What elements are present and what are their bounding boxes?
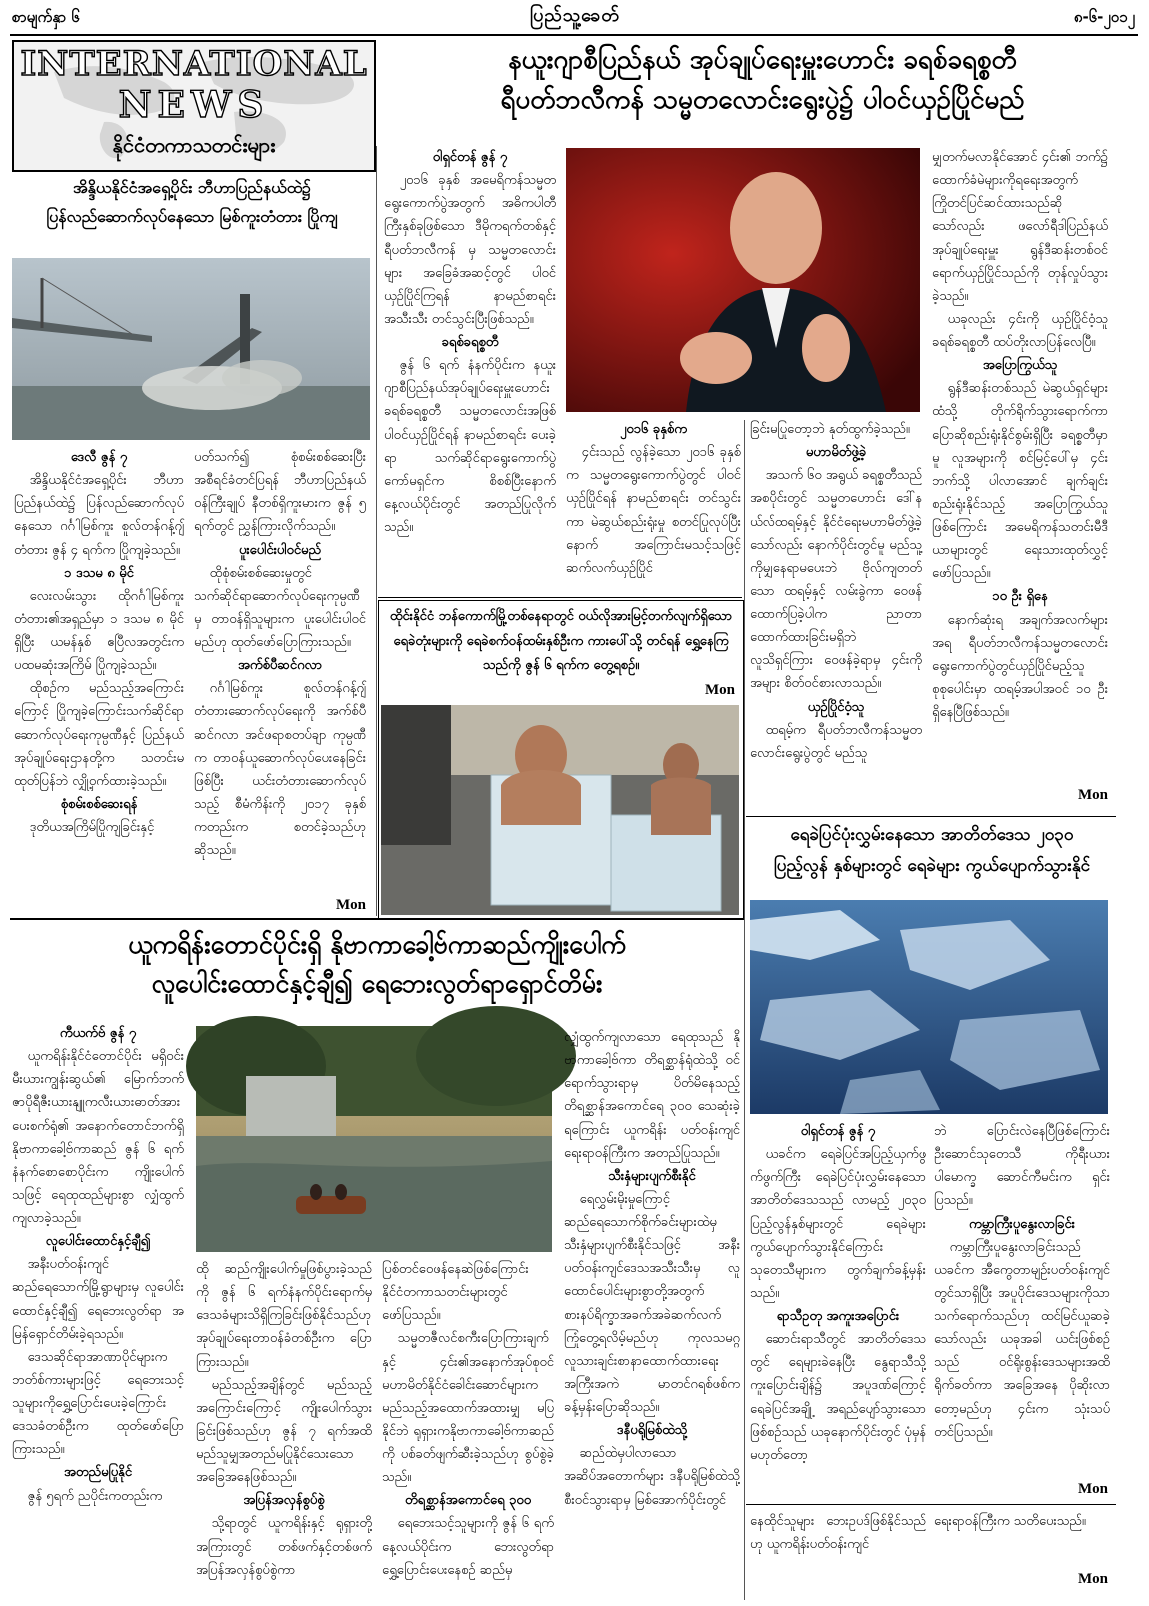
column-divider: [744, 420, 745, 1600]
paragraph: ထရမ့်က ရီပတ်ဘလီကန်သမ္မတလောင်းရွေးပွဲတွင် မည်သူ: [750, 722, 922, 761]
subheading: ရာသီဥတု အကူးအပြောင်း: [776, 1309, 900, 1324]
arctic-headline: [748, 820, 1116, 883]
arctic-ice-graphic: [750, 900, 1108, 1114]
speaker-photo-graphic: [566, 148, 920, 412]
arctic-column-1: [750, 1120, 926, 1505]
subheading: လူပေါင်းထောင်နှင့်ချီ၍: [45, 1234, 151, 1250]
subheading: ခရစ်ခရစ္စတီ: [441, 335, 499, 350]
banner-title-news: NEWS: [118, 84, 270, 126]
flood-photo: [196, 1026, 552, 1252]
subheading: တိရစ္ဆာန်အကောင်ရေ ၃၀၀: [404, 1493, 532, 1509]
paragraph: ရွန်ဒီဆန်းတစ်သည် မဲဆွယ်ရှင်များထံသို့ တိုက်ရိုက်သွားရောက်ကာ ပြောဆိုစည်းရုံးနိုင်စွမ်းရှိပြီး ခရစ္စတီမှာမူ လူအများကို စင်မြင့်ပေါ်မှ ၄င်းဘက်သို့ ပါလာအောင် ချက်ချင်းစည်းရုံးနိုင်သည့် အပြောကြွယ်သူဖြစ်ကြောင်း အမေရိကန်သတင်းမီဒီယာများတွင် ရေးသားထုတ်လွှင့်ဖော်ပြသည်။: [932, 381, 1108, 582]
subheading: အက်စ်ပီဆင်ဂလာ: [237, 658, 323, 674]
india-top-rule: [12, 170, 372, 171]
india-headline-line1: အိန္ဒိယနိုင်ငံအရှေ့ပိုင်း ဘီဟာပြည်နယ်ထဲ၌: [72, 178, 312, 197]
paragraph: အိန္ဒိယနိုင်ငံအရှေ့ပိုင်း ဘီဟာပြည်နယ်ထဲ၌ ပြန်လည်ဆောက်လုပ်နေသော ဂင်္ဂါမြစ်ကူး စူလ်တန်ဂန့်ဂျ်တံတား ဇွန် ၄ ရက်က ပြိုကျခဲ့သည်။: [14, 473, 184, 558]
banner-title-myanmar: နိုင်ငံတကာသတင်းများ: [112, 133, 276, 157]
arctic-column-2: [934, 1120, 1110, 1475]
paragraph: ရေဘေးသင့်သူများကို ဇွန် ၆ ရက်နေ့လယ်ပိုင်းက ဘေးလွတ်ရာရွှေ့ပြောင်းပေးနေစဉ် ဆည်မှ: [382, 1516, 554, 1578]
ukraine-signature: Mon: [1078, 1571, 1108, 1587]
paragraph: ဇွန် ၅ရက် ညပိုင်းကတည်းက: [27, 1488, 163, 1504]
paragraph: ပတ်သက်၍ စုံစမ်းစစ်ဆေးပြီး အစီရင်ခံတင်ပြရန် ဘီဟာပြည်နယ် ဝန်ကြီးချုပ် နီတစ်ရှိကူးမားက ဇွန် ၅ ရက်တွင် ညွှန်ကြားလိုက်သည်။: [194, 450, 366, 535]
subheading: ၁၀ ဦး ရှိနေ: [992, 589, 1048, 605]
section-banner: [12, 40, 376, 172]
india-column-1: [14, 446, 184, 916]
masthead: [0, 0, 1149, 36]
dateline: ဝါရှင်တန် ဇွန် ၇: [432, 150, 508, 165]
ukraine-headline-line2: လူပေါင်းထောင်နှင့်ချီ၍ ရေဘေးလွတ်ရာရှောင်တိမ်း: [151, 968, 603, 998]
ukraine-headline: [12, 926, 742, 1004]
lead-signature: Mon: [1078, 787, 1108, 803]
dateline: ဝါရှင်တန် ဇွန် ၇: [800, 1124, 876, 1139]
subheading: မဟာမိတ်ဖွဲ့ခဲ့: [805, 445, 867, 461]
paragraph: ဒုတိယအကြိမ်ပြိုကျခြင်းနှင့်: [29, 820, 155, 835]
subheading: အပြောကြွယ်သူ: [982, 358, 1058, 374]
subheading: ပူးပေါင်းပါဝင်မည်: [238, 542, 322, 558]
subheading: ကမ္ဘာကြီးပူနွေးလာခြင်း: [969, 1216, 1075, 1232]
paragraph: ဂင်္ဂါမြစ်ကူး စူလ်တန်ဂန့်ဂျ်တံတားဆောက်လုပ်ရေးကို အက်စ်ပီဆင်ဂလာ အင်ဖရာစတပ်ချာ ကုမ္ပဏီက တာဝန်ယူဆောက်လုပ်ပေးနေခြင်းဖြစ်ပြီး ယင်းတံတားဆောက်လုပ်သည့် စီမံကိန်းကို ၂၀၁၇ ခုနှစ်ကတည်းက စတင်ခဲ့သည်ဟု ဆိုသည်။: [194, 681, 366, 859]
column-divider: [376, 146, 377, 916]
paragraph: နောက်ဆုံးရ အချက်အလက်များအရ ရီပတ်ဘလီကန်သမ္မတလောင်း ရွေးကောက်ပွဲတွင်ယှဉ်ပြိုင်မည့်သူ စုစုပေါင်းမှာ ထရမ့်အပါအဝင် ၁၀ ဦး ရှိနေပြီဖြစ်သည်။: [932, 612, 1108, 720]
ukraine-headline-line1: ယူကရိန်းတောင်ပိုင်းရှိ နိုဗာကာခေါ့ဗ်ကာဆည်ကျိုးပေါက်: [128, 930, 626, 959]
paragraph: သို့ရာတွင် ယူကရိန်းနှင့် ရုရှားတို့အကြားတွင် တစ်ဖက်နှင့်တစ်ဖက် အပြန်အလှန်စွပ်စွဲကာ: [196, 1516, 372, 1578]
paragraph: အနီးပတ်ဝန်းကျင် ဆည်ရေသောက်မြို့ရွာများမှ လူပေါင်းထောင်နှင့်ချီ၍ ရေဘေးလွတ်ရာ အမြန်ရှောင်တိမ်းခဲ့ရသည်။: [12, 1257, 184, 1342]
paragraph: ထိုစဉ်က မည်သည့်အကြောင်းကြောင့် ပြိုကျခဲ့ကြောင်းသက်ဆိုင်ရာဆောက်လုပ်ရေးကုမ္ပဏီနှင့် ပြည်နယ်အုပ်ချုပ်ရေးဌာနတို့က သတင်းမထုတ်ပြန်ဘဲ လျှို့ဝှက်ထားခဲ့သည်။: [14, 681, 184, 789]
paragraph: မျှတက်မလာနိုင်အောင် ၄င်း၏ ဘက်၌ ထောက်ခံမဲများကိုရရေးအတွက် ကြိုတင်ပြင်ဆင်ထားသည်ဆိုသော်လည်း ဖလော်ရီဒါပြည်နယ် အုပ်ချုပ်ရေးမှူး ရွန်ဒီဆန်းတစ်ဝင်ရောက်ယှဉ်ပြိုင်သည်ကို တုန်လှုပ်သွားခဲ့သည်။: [932, 150, 1108, 304]
subheading: ၁ ဒသမ ၈ မိုင်: [64, 565, 134, 581]
speaker-photo: [566, 148, 920, 412]
subheading: ၂၀၁၆ ခုနှစ်က: [620, 422, 687, 437]
paragraph: ယူကရိန်းနိုင်ငံတောင်ပိုင်း မရှိဝင်းမီးယားကျွန်းဆွယ်၏ မြောက်ဘက် ဇာပိုရီဇီးယားနျူကလီးယားဓာတ်အားပေးစက်ရုံ၏ အနောက်တောင်ဘက်ရှိ နိုဗာကာခေါ့ဗ်ကာဆည် ဇွန် ၆ ရက် နံနက်စောစောပိုင်းက ကျိုးပေါက်သဖြင့် ရေထုထည်များစွာ လျှံထွက်ကျလာခဲ့သည်။: [12, 1049, 184, 1226]
paragraph: ထို ဆည်ကျိုးပေါက်မှုဖြစ်ပွားခဲ့သည်ကို ဇွန် ၆ ရက်နံနက်ပိုင်းရောက်မှ ဒေသခံများသိရှိကြခြင်းဖြစ်နိုင်သည်ဟု အုပ်ချုပ်ရေးတာဝန်ခံတစ်ဦးက ပြောကြားသည်။: [196, 1262, 372, 1370]
paragraph: ဆည်ထဲမှပါလာသော အဆိပ်အတောက်များ ဒနီပရိုမြစ်ထဲသို့ စီးဝင်သွားရာမှ မြစ်အောက်ပိုင်းတွင်: [564, 1446, 740, 1508]
bridge-collapse-graphic: [12, 258, 370, 440]
arctic-bottom-rule: [746, 1504, 1116, 1505]
lead-headline-line2: ရီပတ်ဘလီကန် သမ္မတလောင်းရွေးပွဲ၌ ပါဝင်ယှဉ်ပြိုင်မည်: [500, 85, 1025, 116]
lead-column-3: [750, 418, 922, 803]
india-headline-line2: ပြန်လည်ဆောက်လုပ်နေသော မြစ်ကူးတံတား ပြိုကျ: [46, 206, 338, 226]
thailand-caption: ထိုင်းနိုင်ငံ ဘန်ကောက်မြို့တစ်နေရာတွင် ဝယ်လိုအားမြင့်တက်လျက်ရှိသော ရေခဲတုံးများကို ရေခဲစက်ဝန်ထမ်းနှစ်ဦးက ကားပေါ်သို့ တင်ရန် ရွှေ့နေကြသည်ကို ဇွန် ၆ ရက်က တွေ့ရစဉ်။: [389, 609, 733, 674]
india-column-2: [194, 446, 366, 886]
arctic-signature: Mon: [1078, 1481, 1108, 1497]
ukraine-column-5: [750, 1510, 926, 1600]
newspaper-logo: ပြည်သူ့ခေတ်: [530, 5, 620, 26]
ukraine-column-1: [12, 1022, 184, 1532]
masthead-rule: [10, 34, 1138, 36]
subheading: အတည်မပြုနိုင်: [63, 1465, 133, 1481]
paragraph: ကမ္ဘာကြီးပူနွေးလာခြင်းသည် ယခင်က အီကွေတာမျဉ်းပတ်ဝန်းကျင်တွင်သာရှိပြီး အပူပိုင်းဒေသများကိုသာ သက်ရောက်သည်ဟု ထင်မြင်ယူဆခဲ့သော်လည်း ယခုအခါ ယင်းဖြစ်စဉ်သည် ဝင်ရိုးစွန်းဒေသများအထိ ရိုက်ခတ်ကာ အခြေအနေ ပိုဆိုးလာတော့မည်ဟု ၄င်းက သုံးသပ်တင်ပြသည်။: [934, 1239, 1110, 1440]
ice-blocks-photo: [381, 705, 739, 915]
subheading: စုံစမ်းစစ်ဆေးရန်: [60, 796, 138, 812]
paragraph: မည်သည့်အချိန်တွင် မည်သည့်အကြောင်းကြောင့် ကျိုးပေါက်သွားခြင်းဖြစ်သည်ဟု ဇွန် ၇ ရက်အထိ မည်သူမျှအတည်မပြုနိုင်သေးသော အခြေအနေဖြစ်သည်။: [196, 1377, 372, 1486]
paragraph: ဘဲ ပြောင်းလဲနေပြီဖြစ်ကြောင်း ဦးဆောင်သုတေသီ ကိုရီးယားပါမောက္ခ ဆောင်ကီမင်းက ရှင်းပြသည်။: [934, 1124, 1110, 1209]
page-label: စာမျက်နှာ ၆: [12, 8, 80, 26]
paragraph: ပြစ်တင်ဝေဖန်နေဆဲဖြစ်ကြောင်း နိုင်ငံတကာသတင်းများတွင် ဖော်ပြသည်။: [382, 1262, 529, 1324]
ice-blocks-graphic: [381, 705, 739, 915]
arctic-headline-line2: ပြည့်လွန် နှစ်များတွင် ရေခဲများ ကွယ်ပျောက်သွားနိုင်: [773, 856, 1091, 877]
lead-column-4: [932, 146, 1108, 786]
paragraph: ခြင်းမပြုတော့ဘဲ နုတ်ထွက်ခဲ့သည်။: [750, 422, 910, 437]
paragraph: သမ္မတဇီလင်စကီးပြောကြားချက်နှင့် ၄င်း၏အနောက်အုပ်စုဝင် မဟာမိတ်နိုင်ငံခေါင်းဆောင်များက မည်သည့်အထောက်အထားမျှ မပြနိုင်ဘဲ ရုရှားကနိုဗာကာခေါ့ဗ်ကာဆည်ကို ပစ်ခတ်ဖျက်ဆီးခဲ့သည်ဟု စွပ်စွဲခဲ့သည်။: [382, 1331, 554, 1486]
subheading: ယှဉ်ပြိုင်ဝံ့သူ: [807, 699, 865, 715]
dateline: ဒေလီ ဇွန် ၇: [70, 450, 128, 465]
thailand-signature: Mon: [705, 682, 735, 698]
paragraph: လျှံထွက်ကျလာသော ရေထုသည် နိုဗာကာခေါ့ဗ်ကာ တိရစ္ဆာန်ရုံထဲသို့ ဝင်ရောက်သွားရာမှ ပိတ်မိနေသည့် တိရစ္ဆာန်အကောင်ရေ ၃၀၀ သေဆုံးခဲ့ရကြောင်း ယူကရိန်း ပတ်ဝန်းကျင်ရေးရာဝန်ကြီးက အတည်ပြုသည်။: [564, 1030, 740, 1161]
ukraine-column-6: [934, 1510, 1110, 1570]
subheading: ဒနီပရိုမြစ်ထဲသို့: [616, 1423, 688, 1439]
dateline: ကီယက်ဗ် ဇွန် ၇: [59, 1026, 137, 1041]
paragraph: ယခင်က ရေခဲပြင်အပြည့်ယှက်ဖွက်ဖွက်ကြီး ရေခဲပြင်ပုံးလွှမ်းနေသောအာတိတ်ဒေသသည် လာမည့် ၂၀၃၀ ပြည့်လွန်နှစ်များတွင် ရေခဲများ ကွယ်ပျောက်သွားနိုင်ကြောင်း သုတေသီများက တွက်ချက်ခန့်မှန်းသည်။: [750, 1147, 926, 1301]
ukraine-column-4: [564, 1026, 740, 1532]
thailand-box: [378, 600, 744, 920]
lead-column-1: [384, 146, 556, 591]
paragraph: လေးလမ်းသွား ထိုဂင်္ဂါမြစ်ကူးတံတား၏အရှည်မှာ ၁ ဒသမ ၈ မိုင်ရှိပြီး ယမန်နှစ် ဧပြီလအတွင်းက ပထမဆုံးအကြိမ် ပြိုကျခဲ့သည်။: [14, 588, 184, 674]
bridge-collapse-photo: [12, 258, 370, 440]
india-signature: Mon: [336, 897, 366, 913]
paragraph: အသက် ၆၀ အရွယ် ခရစ္စတီသည် အစပိုင်းတွင် သမ္မတဟောင်း ဒေါ်နယ်လ်ထရမ့်နှင့် နိုင်ငံရေးမဟာမိတ်ဖွဲ့ခဲ့သော်လည်း နောက်ပိုင်းတွင်မူ မည်သူ့ကိုမျှနေရာမပေးဘဲ ဗိုလ်ကျတတ်သော ထရမ့်နှင့် လမ်းခွဲကာ ဝေဖန်ထောက်ပြခဲ့ပါက ညာတာထောက်ထားခြင်းမရှိဘဲ လူသိရှင်ကြား ဝေဖန်ခဲ့ရာမှ ၄င်းကိုအများ စိတ်ဝင်စားလာသည်။: [750, 468, 922, 692]
issue-date: ၈-၆-၂၀၁၂: [1073, 8, 1135, 26]
ukraine-column-2: [196, 1258, 372, 1578]
arctic-ice-photo: [750, 900, 1108, 1114]
paragraph: နေထိုင်သူများ ဘေးဥပဒ်ဖြစ်နိုင်သည်ဟု ယူကရိန်းပတ်ဝန်းကျင်: [750, 1514, 926, 1553]
ukraine-column-3: [382, 1258, 554, 1578]
ukraine-top-rule: [10, 918, 744, 920]
paragraph: ရေးရာဝန်ကြီးက သတိပေးသည်။: [934, 1514, 1086, 1529]
paragraph: ဆောင်းရာသီတွင် အာတိတ်ဒေသတွင် ရေများခဲနေပြီး နွေရာသီသို့ ကူးပြောင်းချိန်၌ အပူဒဏ်ကြောင့် ရေခဲပြင်အချို့ အရည်ပျော်သွားသောဖြစ်စဉ်သည် ယခုနောက်ပိုင်းတွင် ပုံမှန်မဟုတ်တော့: [750, 1332, 926, 1463]
paragraph: ရေလွှမ်းမိုးမှုကြောင့် ဆည်ရေသောက်စိုက်ခင်းများထဲမှ သီးနှံများပျက်စီးနိုင်သဖြင့် အနီးပတ်ဝန်းကျင်ဒေသအသီးသီးမှ လူထောင်ပေါင်းများစွာတို့အတွက် စားနပ်ရိက္ခာအခက်အခဲဆက်လက်ကြုံတွေ့ရလိမ့်မည်ဟု ကုလသမဂ္ဂလူသားချင်းစာနာထောက်ထားရေးအကြီးအကဲ မာတင်ဂရစ်ဖစ်က ခန့်မှန်းပြောဆိုသည်။: [564, 1191, 740, 1415]
india-headline: [12, 174, 372, 232]
flood-graphic: [196, 1026, 552, 1252]
paragraph: ယခုလည်း ၄င်းကို ယှဉ်ပြိုင်ဝံ့သူ ခရစ်ခရစ္စတီ ထပ်တိုးလာပြန်လေပြီ။: [932, 311, 1108, 350]
paragraph: ဒေသဆိုင်ရာအာဏာပိုင်များက ဘတ်စ်ကားများဖြင့် ရေဘေးသင့်သူများကိုရွှေ့ပြောင်းပေးခဲ့ကြောင်း ဒေသခံတစ်ဦးက ထုတ်ဖော်ပြောကြားသည်။: [12, 1349, 184, 1458]
subheading: သီးနှံများပျက်စီးနိုင်: [608, 1168, 696, 1184]
paragraph: ၄င်းသည် လွန်ခဲ့သော ၂၀၁၆ ခုနှစ်က သမ္မတရွေးကောက်ပွဲတွင် ပါဝင်ယှဉ်ပြိုင်ရန် နာမည်စာရင်း တင်သွင်းကာ မဲဆွယ်စည်းရုံးမှု စတင်ပြုလုပ်ပြီးနောက် အကြောင်းမသင့်သဖြင့် ဆက်လက်ယှဉ်ပြိုင်: [566, 445, 741, 576]
banner-title-international: INTERNATIONAL: [20, 44, 368, 84]
subheading: အပြန်အလှန်စွပ်စွဲ: [243, 1493, 325, 1509]
paragraph: ၂၀၁၆ ခုနှစ် အမေရိကန်သမ္မတရွေးကောက်ပွဲအတွက် အဓိကပါတီကြီးနှစ်ခုဖြစ်သော ဒီမိုကရက်တစ်နှင့် ရီပတ်ဘလီကန် မှ သမ္မတလောင်းများ အခြေခံအဆင့်တွင် ပါဝင်ယှဉ်ပြိုင်ကြရန် နာမည်စာရင်းအသီးသီး တင်သွင်းပြီးဖြစ်သည်။: [384, 173, 556, 327]
arctic-headline-line1: ရေခဲပြင်ပုံးလွှမ်းနေသော အာတိတ်ဒေသ ၂၀၃၀: [790, 825, 1074, 845]
paragraph: ဇွန် ၆ ရက် နံနက်ပိုင်းက နယူးဂျာစီပြည်နယ်အုပ်ချုပ်ရေးမှူးဟောင်း ခရစ်ခရစ္စတီ သမ္မတလောင်းအဖြစ် ပါဝင်ယှဉ်ပြိုင်ရန် နာမည်စာရင်း ပေးခဲ့ရာ သက်ဆိုင်ရာရွေးကောက်ပွဲကော်မရှင်က စိစစ်ပြီးနောက် နေ့လယ်ပိုင်းတွင် အတည်ပြုလိုက်သည်။: [384, 358, 556, 535]
paragraph: ထိုစုံစမ်းစစ်ဆေးမှုတွင် သက်ဆိုင်ရာဆောက်လုပ်ရေးကုမ္ပဏီမှ တာဝန်ရှိသူများက ပူးပေါင်းပါဝင်မည်ဟု ထုတ်ဖော်ပြောကြားသည်။: [194, 565, 366, 650]
lead-column-2: [566, 418, 741, 590]
lead-headline-line1: နယူးဂျာစီပြည်နယ် အုပ်ချုပ်ရေးမှူးဟောင်း ခရစ်ခရစ္စတီ: [508, 45, 1017, 75]
lead-headline: [385, 40, 1140, 121]
thailand-top-rule: [378, 597, 742, 598]
